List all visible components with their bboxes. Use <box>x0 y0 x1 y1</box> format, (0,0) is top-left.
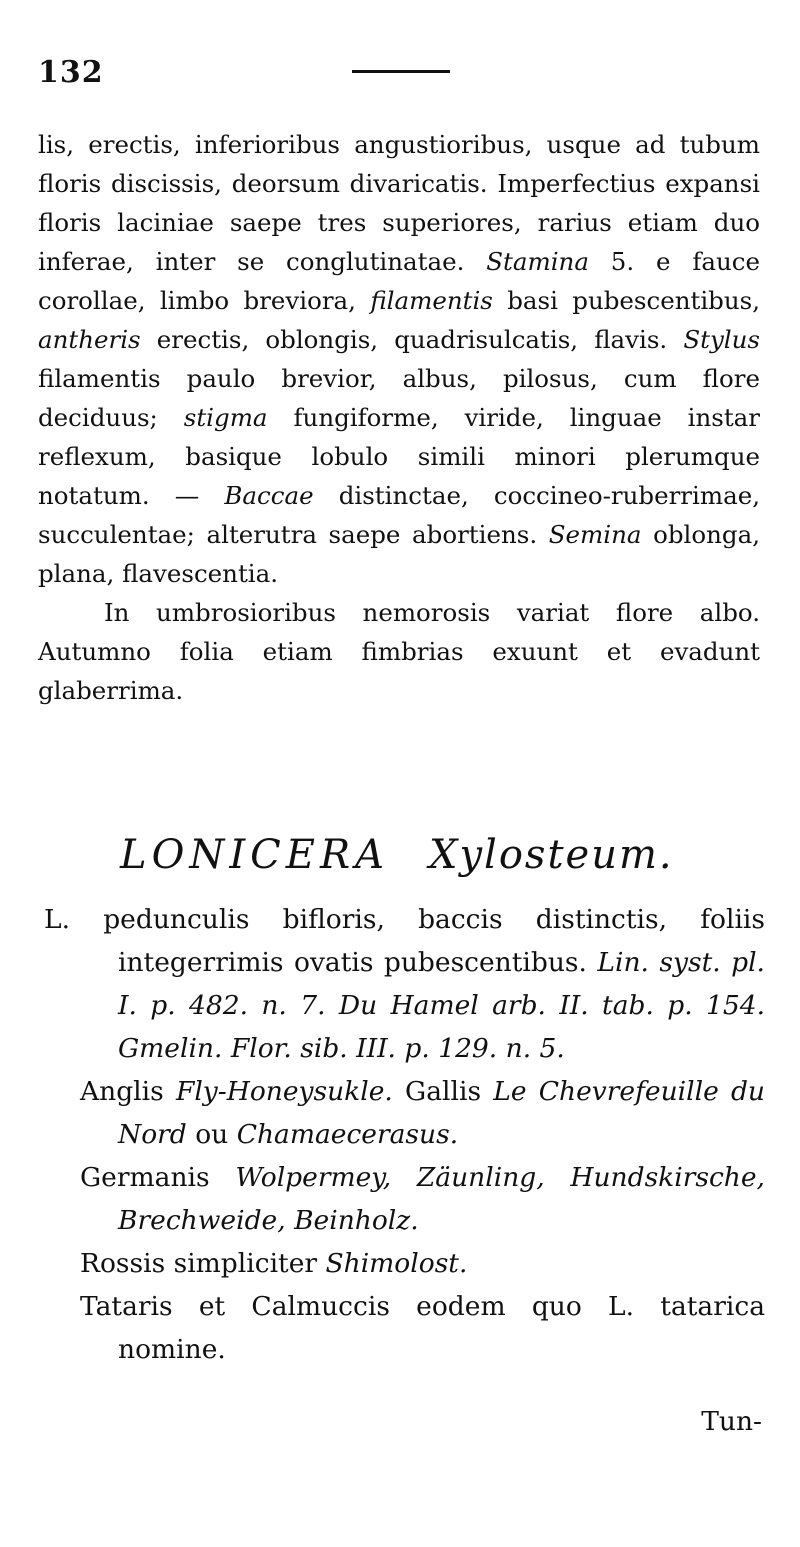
text-run: Anglis <box>80 1076 164 1107</box>
variety-paragraph: In umbrosioribus nemorosis variat flore albo. Autumno folia etiam fimbrias exuunt et evadunt glaberrima. <box>38 598 760 705</box>
species-entries <box>44 898 765 1371</box>
page-number: 132 <box>38 55 104 90</box>
text-run: filamentis paulo brevior, albus, pilosus, cum flore deciduus; <box>38 364 760 432</box>
text-run: fungiforme, viride, linguae instar reflexum, basique lobulo simili minori plerumque notatum. — <box>38 403 761 510</box>
vernacular-name: Chamaecerasus. <box>236 1119 459 1150</box>
term-antheris: antheris <box>38 325 141 354</box>
german-names <box>80 1156 765 1242</box>
description-text <box>38 125 760 710</box>
diagnosis-text: L. pedunculis bifloris, baccis distinctis, foliis integerrimis ovatis pubescentibus. <box>44 904 765 978</box>
term-semina: Semina <box>548 520 642 549</box>
vernacular-name: Fly-Honeysukle. <box>175 1076 393 1107</box>
term-filamentis: filamentis <box>370 286 493 315</box>
text-run: Rossis simpliciter <box>80 1248 318 1279</box>
term-stylus: Stylus <box>683 325 760 354</box>
text-run: 5. e fauce corollae, limbo breviora, <box>38 247 760 315</box>
vernacular-name: Wolpermey, Zäunling, Hundskirsche, Brechweide, Beinholz. <box>118 1162 765 1236</box>
text-run: Germanis <box>80 1162 210 1193</box>
genus-name: LONICERA <box>120 832 389 878</box>
literature-reference: Lin. syst. pl. I. p. 482. n. 7. Du Hamel arb. II. tab. p. 154. Gmelin. Flor. sib. III. p. 129. n. 5. <box>118 947 765 1064</box>
term-stigma: stigma <box>183 403 268 432</box>
diagnosis-entry <box>44 898 765 1070</box>
term-stamina: Stamina <box>486 247 589 276</box>
tatar-names: Tataris et Calmuccis eodem quo L. tatarica nomine. <box>80 1291 765 1365</box>
english-french-names <box>80 1070 765 1156</box>
catchword: Tun- <box>701 1406 762 1437</box>
species-heading <box>120 830 760 880</box>
text-run: distinctae, coccineo-ruberrimae, succulentae; alterutra saepe abortiens. <box>38 481 760 549</box>
species-name: Xylosteum. <box>428 832 674 878</box>
text-run: ou <box>195 1119 229 1150</box>
text-run: basi pubescentibus, <box>507 286 760 315</box>
text-run: oblonga, plana, flavescentia. <box>38 520 760 588</box>
header-rule <box>352 70 450 73</box>
text-run: erectis, oblongis, quadrisulcatis, flavis. <box>156 325 668 354</box>
term-baccae: Baccae <box>224 481 314 510</box>
vernacular-name: Le Chevrefeuille du Nord <box>118 1076 765 1150</box>
description-paragraph <box>38 125 760 593</box>
vernacular-name: Shimolost. <box>325 1248 468 1279</box>
text-run: Gallis <box>405 1076 482 1107</box>
text-run: lis, erectis, inferioribus angustioribus, usque ad tubum floris discissis, deorsum divaricatis. Imperfectius expansi floris laciniae saepe tres superiores, rarius etiam duo inferae, inter se conglutinatae. <box>38 130 760 276</box>
russian-names <box>80 1242 765 1285</box>
